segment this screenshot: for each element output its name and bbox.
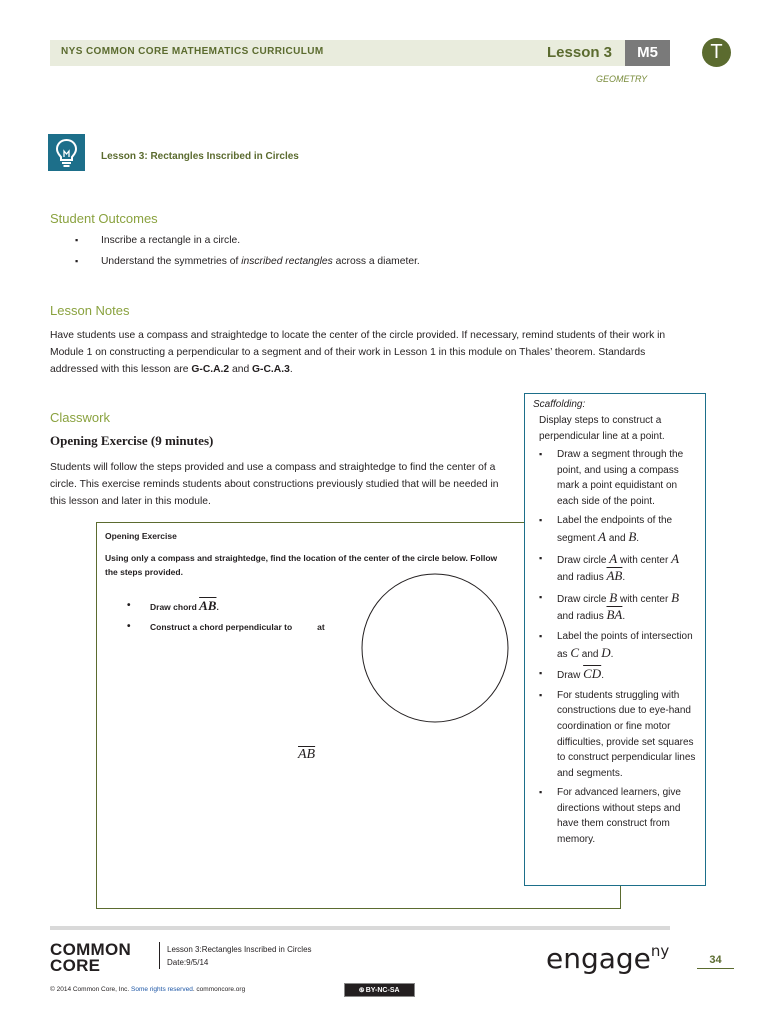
- teacher-marker: T: [702, 38, 731, 67]
- copyright-site: . commoncore.org: [192, 986, 246, 993]
- scaffolding-text: For advanced learners, give directions without steps and have them construct from memory.: [557, 787, 681, 846]
- scaffolding-intro: Display steps to construct a perpendicular line at a point.: [539, 415, 665, 442]
- scaffolding-text: Draw circle: [557, 593, 610, 605]
- logo-line-2: CORE: [50, 956, 101, 975]
- math-var: B: [671, 589, 680, 605]
- notes-and: and: [229, 364, 253, 375]
- notes-end: .: [289, 364, 293, 375]
- curriculum-title: NYS COMMON CORE MATHEMATICS CURRICULUM: [61, 46, 324, 57]
- scaffolding-list: [533, 447, 697, 848]
- scaffolding-text: .: [622, 611, 626, 623]
- outcome-item: [75, 230, 635, 251]
- scaffolding-text: and radius: [557, 572, 607, 584]
- scaffolding-text: .: [636, 532, 640, 544]
- math-var: A: [609, 550, 618, 566]
- scaffolding-item: [539, 785, 697, 847]
- scaffolding-label: Scaffolding:: [533, 399, 586, 410]
- outcome-item: [75, 251, 635, 272]
- common-core-logo: [50, 942, 131, 974]
- scaffolding-box: [524, 393, 706, 886]
- exercise-step: [127, 599, 367, 614]
- scaffolding-item: [539, 629, 697, 662]
- scaffolding-text: .: [601, 670, 604, 682]
- module-badge: M5: [625, 40, 670, 66]
- exercise-instructions: Using only a compass and straightedge, find the location of the center of the circle below. Follow the steps provided.: [105, 553, 498, 577]
- scaffolding-text: Draw: [557, 670, 584, 682]
- footer-divider-line: [50, 926, 670, 930]
- scaffolding-item: [539, 590, 697, 625]
- engageny-logo: [546, 942, 669, 975]
- classwork-heading: Classwork: [50, 410, 110, 425]
- lesson-label: Lesson 3: [547, 44, 613, 61]
- license-badge[interactable]: [344, 983, 415, 997]
- standard-1: G-C.A.2: [191, 364, 230, 375]
- exercise-title: Opening Exercise: [105, 531, 177, 541]
- math-segment: $\overline{BA}$: [606, 607, 623, 623]
- footer-vertical-divider: [159, 942, 160, 969]
- step-end: .: [216, 602, 219, 612]
- license-text: BY-NC-SA: [365, 987, 400, 994]
- scaffolding-text: For students struggling with constructions due to eye-hand coordination or fine motor difficulties, provide set squares to construct perpendicular lines and segments.: [557, 689, 696, 779]
- scaffolding-item: [539, 688, 697, 782]
- lesson-title: Lesson 3: Rectangles Inscribed in Circles: [101, 151, 299, 162]
- exercise-step: [127, 620, 367, 634]
- scaffolding-text: with center: [617, 593, 672, 605]
- standard-2: G-C.A.3: [252, 364, 290, 375]
- math-var: B: [609, 589, 618, 605]
- math-var: C: [570, 644, 580, 660]
- logo-line-1: COMMON: [50, 940, 132, 959]
- step-text: Draw chord: [150, 602, 200, 612]
- notes-text: Have students use a compass and straightedge to locate the center of the circle provided. If necessary, remind students of their work in Module 1 on constructing a perpendicular to a segment and of their work in Lesson 1 in this module on Thales’ theorem. Standards addressed with this lesson are: [50, 330, 666, 375]
- math-var: A: [598, 528, 607, 544]
- scaffolding-text: with center: [617, 554, 672, 566]
- outcome-text: Inscribe a rectangle in a circle.: [101, 235, 241, 246]
- outcome-text-end: across a diameter.: [332, 256, 420, 267]
- math-var: A: [671, 550, 680, 566]
- scaffolding-text: .: [610, 648, 614, 660]
- scaffolding-item: [539, 666, 697, 684]
- scaffolding-text: and: [606, 532, 629, 544]
- outcome-emphasis: inscribed rectangles: [241, 256, 333, 267]
- scaffolding-item: [539, 447, 697, 509]
- student-outcomes-heading: Student Outcomes: [50, 211, 158, 226]
- scaffolding-text: and: [579, 648, 602, 660]
- math-segment: $\overline{AB}$: [606, 568, 623, 584]
- scaffolding-item: [539, 551, 697, 586]
- footer-lesson-info: [167, 943, 312, 969]
- scaffolding-text: and radius: [557, 611, 607, 623]
- opening-exercise-title: Opening Exercise (9 minutes): [50, 433, 214, 448]
- math-var: B: [628, 528, 637, 544]
- outcome-text: Understand the symmetries of: [101, 256, 242, 267]
- copyright-line: [50, 986, 245, 993]
- scaffolding-text: Label the points of intersection as: [557, 630, 693, 660]
- outcomes-list: [75, 230, 635, 272]
- cc-icon: 🄏: [359, 987, 366, 994]
- scaffolding-text: Draw a segment through the point, and using a compass mark a point equidistant on each side of the point.: [557, 449, 684, 507]
- copyright-text: © 2014 Common Core, Inc.: [50, 986, 132, 993]
- scaffolding-text: .: [622, 572, 626, 584]
- floating-segment-label: $\overline{AB}$: [298, 747, 316, 762]
- lesson-notes-heading: Lesson Notes: [50, 303, 130, 318]
- page-number: 34: [697, 954, 734, 969]
- scaffolding-text: Draw circle: [557, 554, 610, 566]
- step-math: $\overline{AB}$: [199, 598, 217, 613]
- engage-sup: ny: [650, 942, 670, 960]
- math-var: D: [601, 644, 611, 660]
- opening-exercise-text: Students will follow the steps provided and use a compass and straightedge to find the center of a circle. This exercise reminds students about constructions previously studied that will be needed in this lesson and later in this module.: [50, 462, 499, 507]
- footer-date: Date:9/5/14: [167, 958, 209, 967]
- scaffolding-item: [539, 513, 697, 546]
- lesson-notes-text: [50, 327, 670, 378]
- circle-figure: [360, 572, 510, 726]
- step-text: Construct a chord perpendicular to: [150, 622, 293, 632]
- footer-lesson-title: Lesson 3:Rectangles Inscribed in Circles: [167, 945, 312, 954]
- exercise-steps: [127, 599, 367, 640]
- subject-label: GEOMETRY: [596, 74, 648, 84]
- math-segment: $\overline{CD}$: [583, 666, 602, 682]
- step-text-at: at: [317, 622, 325, 632]
- rights-link[interactable]: Some rights reserved: [131, 986, 193, 993]
- engage-text: engage: [546, 942, 651, 975]
- scaffolding-text: Label the endpoints of the segment: [557, 515, 673, 544]
- lightbulb-icon: [48, 134, 85, 171]
